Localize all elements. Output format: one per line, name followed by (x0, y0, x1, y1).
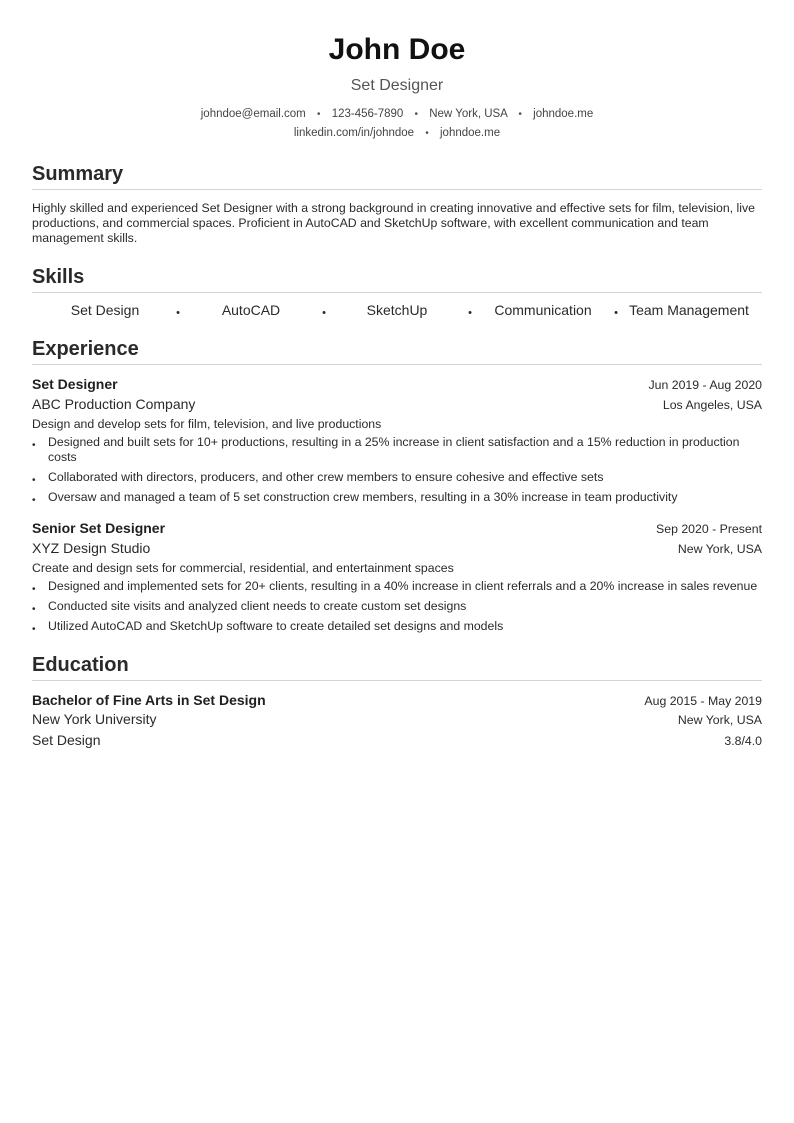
education-location: New York, USA (677, 713, 762, 727)
skill-item: SketchUp (366, 302, 428, 318)
candidate-name: John Doe (328, 33, 466, 66)
separator-dot: • (425, 128, 429, 139)
list-item: • Conducted site visits and analyzed client needs to create custom set designs (32, 599, 467, 615)
contact-linkedin[interactable]: linkedin.com/in/johndoe (293, 127, 415, 139)
contact-website-2[interactable]: johndoe.me (440, 127, 501, 139)
job-location: Los Angeles, USA (662, 398, 762, 412)
job-dates: Sep 2020 - Present (656, 522, 762, 536)
list-item: • Utilized AutoCAD and SketchUp software to create detailed set designs and models (32, 619, 504, 635)
bullet-icon: • (32, 440, 36, 451)
skill-item: Team Management (629, 302, 749, 318)
list-item: • Designed and implemented sets for 20+ clients, resulting in a 40% increase in client referrals and a 20% increase in sales revenue (32, 579, 758, 595)
summary-section (32, 161, 762, 246)
skills-heading: Skills (32, 264, 762, 293)
skill-item: Communication (494, 302, 592, 318)
skills-section (32, 264, 762, 318)
education-section (32, 652, 762, 751)
job-role: Set Designer (32, 376, 118, 392)
contact-phone[interactable]: 123-456-7890 (331, 108, 404, 120)
experience-heading: Experience (32, 336, 762, 365)
education-degree: Bachelor of Fine Arts in Set Design (32, 692, 266, 708)
bullet-icon: • (32, 475, 36, 486)
list-item: • Designed and built sets for 10+ productions, resulting in a 25% increase in client satisfaction and a 15% reduction in production costs (32, 435, 740, 464)
contact-line-2 (32, 124, 762, 143)
list-item: • Oversaw and managed a team of 5 set construction crew members, resulting in a 30% increase in team productivity (32, 490, 678, 506)
separator-dot: • (414, 109, 419, 120)
contact-email[interactable]: johndoe@email.com (200, 108, 306, 120)
summary-text: Highly skilled and experienced Set Designer with a strong background in creating innovative and effective sets for film, television, live productions, and commercial spaces. Proficient in AutoCAD and SketchUp software, with excellent communication and team management skills. (32, 201, 755, 245)
job-bullets (32, 435, 762, 505)
candidate-title: Set Designer (350, 77, 444, 94)
separator-dot: • (518, 109, 522, 120)
experience-section (32, 336, 762, 634)
education-gpa: 3.8/4.0 (724, 734, 762, 748)
bullet-icon: • (32, 495, 36, 506)
bullet-icon: • (32, 604, 36, 615)
job-role: Senior Set Designer (32, 520, 166, 536)
bullet-icon: • (32, 624, 36, 635)
education-field: Set Design (32, 732, 101, 748)
job-company: XYZ Design Studio (32, 540, 151, 556)
resume-header (32, 0, 762, 143)
job-entry (32, 375, 762, 505)
job-company: ABC Production Company (32, 396, 196, 412)
job-description: Create and design sets for commercial, residential, and entertainment spaces (32, 561, 454, 575)
contact-website[interactable]: johndoe.me (533, 108, 594, 120)
skills-list: Set Design • AutoCAD • SketchUp • Communication • Team Management (32, 302, 762, 318)
bullet-icon: • (32, 584, 36, 595)
skill-item: Set Design (70, 302, 140, 318)
education-dates: Aug 2015 - May 2019 (644, 694, 762, 708)
job-description: Design and develop sets for film, television, and live productions (32, 417, 382, 431)
education-entry (32, 691, 762, 751)
contact-location: New York, USA (429, 108, 508, 120)
skill-item: AutoCAD (221, 302, 281, 318)
job-dates: Jun 2019 - Aug 2020 (648, 378, 762, 392)
summary-heading: Summary (32, 161, 762, 190)
job-bullets (32, 579, 762, 634)
education-heading: Education (32, 652, 762, 681)
contact-line-1 (32, 105, 762, 124)
education-school: New York University (32, 711, 157, 727)
job-entry (32, 519, 762, 634)
list-item: • Collaborated with directors, producers, and other crew members to ensure cohesive and effective sets (32, 470, 604, 486)
separator-dot: • (316, 109, 321, 120)
job-location: New York, USA (677, 542, 762, 556)
